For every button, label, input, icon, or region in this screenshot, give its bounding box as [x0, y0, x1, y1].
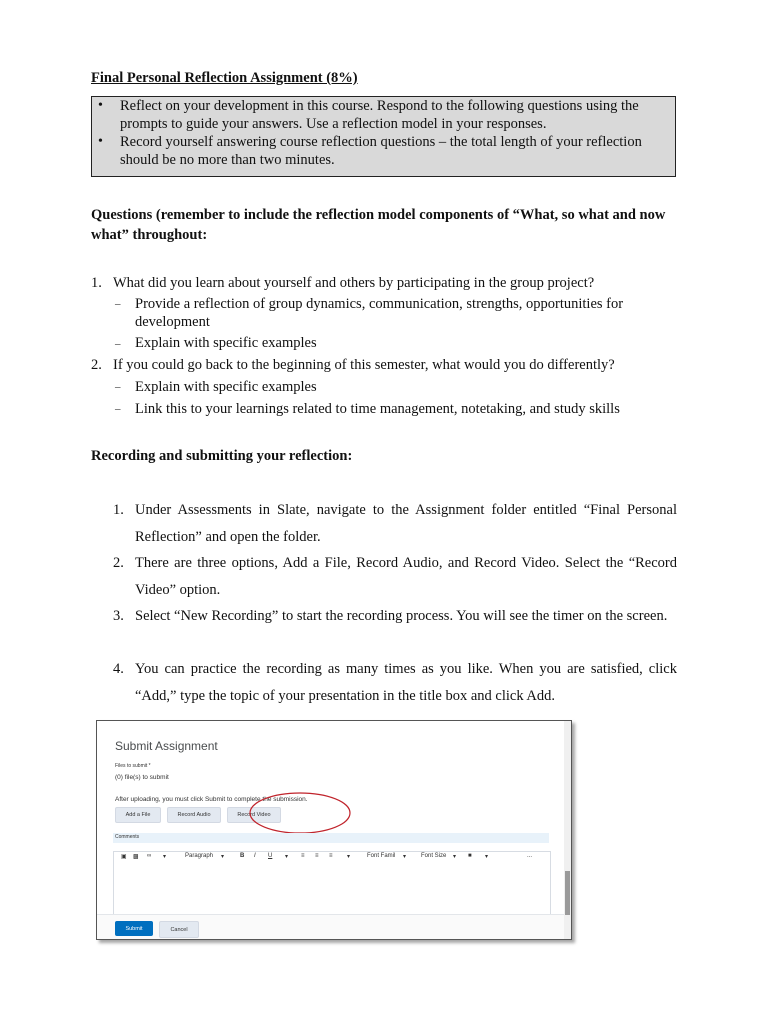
step-item — [113, 603, 677, 630]
scrollbar[interactable] — [564, 721, 571, 939]
step-text: Select “New Recording” to start the recording process. You will see the timer on the screen. — [135, 608, 668, 624]
upload-notice: After uploading, you must click Submit to complete the submission. — [115, 796, 308, 803]
question-number: 2. — [91, 357, 102, 373]
chevron-down-icon: ▾ — [403, 854, 407, 860]
highlight-ellipse — [247, 789, 353, 837]
assignment-title: Final Personal Reflection Assignment (8%) — [91, 70, 358, 86]
chevron-down-icon[interactable]: ▾ — [347, 854, 351, 860]
image-icon[interactable]: ▣ — [121, 854, 127, 860]
question-sub: development — [135, 314, 210, 330]
screenshot-title: Submit Assignment — [115, 739, 218, 753]
instruction-text: Reflect on your development in this course. Respond to the following questions using the prompts to guide your answers. Use a reflection model in your responses. — [120, 98, 639, 132]
chevron-down-icon: ▾ — [453, 854, 457, 860]
step-number: 2. — [113, 555, 124, 571]
bold-button[interactable]: B — [240, 853, 245, 859]
dash-icon: – — [115, 338, 121, 350]
step-item — [113, 656, 677, 709]
question-text: If you could go back to the beginning of this semester, what would you do differently? — [113, 357, 615, 373]
font-size-select[interactable]: Font Size — [421, 853, 447, 859]
bullet-icon: • — [98, 134, 103, 149]
step-item — [113, 550, 677, 603]
step-item — [113, 497, 677, 550]
question-1 — [91, 274, 594, 292]
question-2 — [91, 356, 615, 374]
cancel-button[interactable]: Cancel — [159, 921, 199, 938]
video-icon[interactable]: ▩ — [133, 854, 139, 860]
step-number: 1. — [113, 502, 124, 518]
comments-label: Comments — [115, 834, 140, 840]
instructions-list — [92, 97, 675, 169]
files-count: (0) file(s) to submit — [115, 774, 169, 781]
italic-button[interactable]: I — [254, 853, 256, 859]
dash-icon: – — [115, 381, 121, 393]
recording-heading: Recording and submitting your reflection: — [91, 448, 353, 464]
dash-icon: – — [115, 403, 121, 415]
link-icon[interactable]: ∞ — [147, 853, 152, 859]
scrollbar-thumb[interactable] — [565, 871, 570, 915]
underline-button[interactable]: U — [268, 853, 273, 859]
more-button[interactable]: ... — [527, 853, 533, 859]
chevron-down-icon[interactable]: ▾ — [485, 854, 489, 860]
align-icon[interactable]: ≡ — [301, 853, 305, 859]
chevron-down-icon: ▾ — [221, 854, 225, 860]
record-video-button[interactable]: Record Video — [227, 807, 281, 823]
question-sub: Link this to your learnings related to time management, notetaking, and study skills — [135, 401, 620, 417]
question-number: 1. — [91, 275, 102, 291]
files-label: Files to submit * — [115, 763, 151, 769]
record-audio-button[interactable]: Record Audio — [167, 807, 221, 823]
list-icon[interactable]: ≡ — [329, 853, 333, 859]
step-text: You can practice the recording as many times as you like. When you are satisfied, click “Add,” type the topic of your presentation in the title box and click Add. — [135, 661, 677, 704]
font-color-icon[interactable]: ■ — [468, 853, 472, 859]
chevron-down-icon[interactable]: ▾ — [285, 854, 289, 860]
submit-assignment-screenshot — [96, 720, 572, 940]
step-text: Under Assessments in Slate, navigate to the Assignment folder entitled “Final Personal Reflection” and open the folder. — [135, 502, 677, 545]
editor-toolbar — [113, 851, 549, 867]
step-number: 4. — [113, 661, 124, 677]
font-family-select[interactable]: Font Famil — [367, 853, 396, 859]
question-sub: Explain with specific examples — [135, 379, 317, 395]
paragraph-select[interactable]: Paragraph — [185, 853, 214, 859]
step-text: There are three options, Add a File, Record Audio, and Record Video. Select the “Record Video” option. — [135, 555, 677, 598]
add-file-button[interactable]: Add a File — [115, 807, 161, 823]
question-text: What did you learn about yourself and others by participating in the group project? — [113, 275, 595, 291]
indent-icon[interactable]: ≡ — [315, 853, 319, 859]
submit-button[interactable]: Submit — [115, 921, 153, 936]
question-sub: Explain with specific examples — [135, 335, 317, 351]
instruction-item — [92, 97, 665, 133]
question-sub: Provide a reflection of group dynamics, communication, strengths, opportunities for — [135, 296, 624, 312]
instructions-box — [91, 96, 676, 177]
dash-icon: – — [115, 298, 121, 310]
instruction-text: Record yourself answering course reflection questions – the total length of your reflection should be no more than two minutes. — [120, 134, 642, 168]
instruction-item — [92, 133, 665, 169]
comments-bar — [113, 833, 549, 843]
questions-heading: Questions (remember to include the reflection model components of “What, so what and now what” throughout: — [91, 207, 666, 243]
chevron-down-icon[interactable]: ▾ — [163, 854, 167, 860]
step-number: 3. — [113, 608, 124, 624]
bullet-icon: • — [98, 98, 103, 113]
